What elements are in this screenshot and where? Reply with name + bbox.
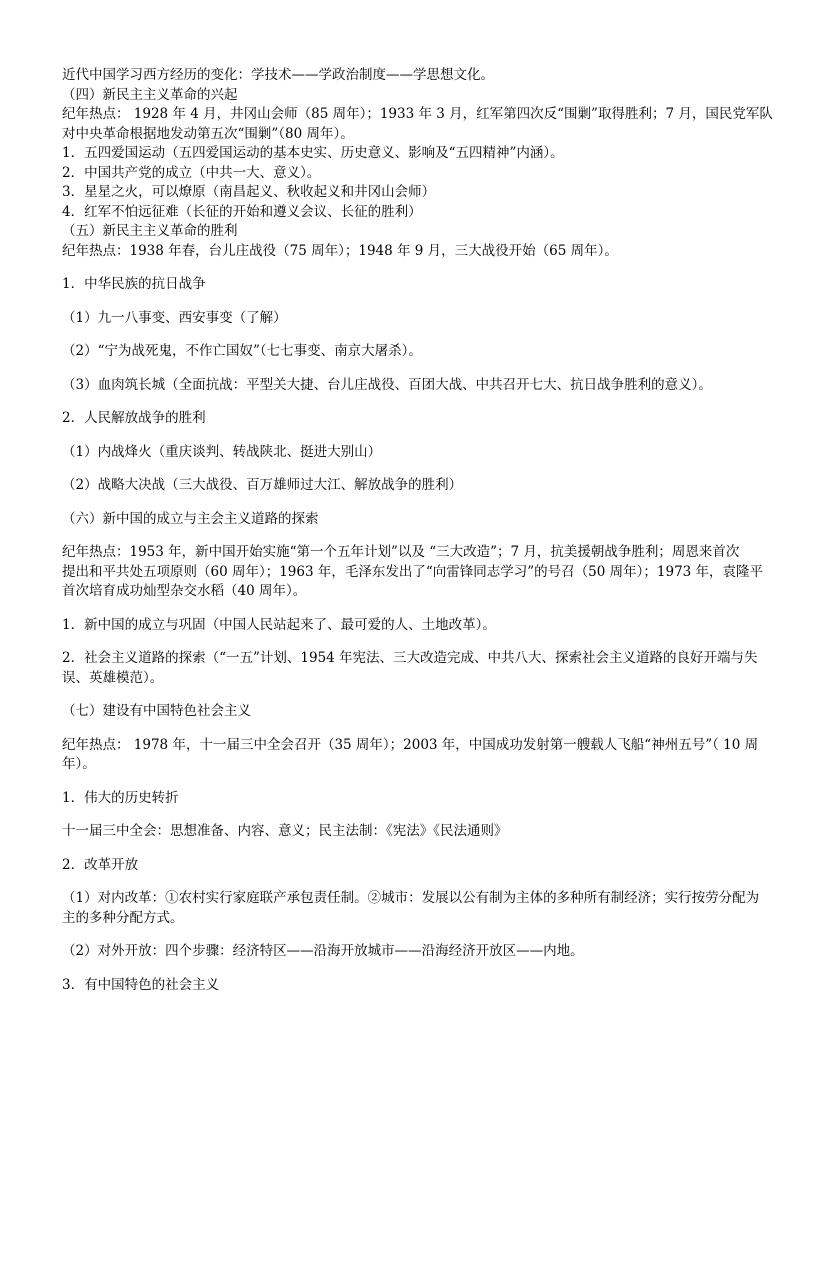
list-item-7-3: 3．有中国特色的社会主义 — [62, 976, 220, 993]
sub-item-5-2-2: （2）战略大决战（三大战役、百万雄师过大江、解放战争的胜利） — [62, 477, 463, 493]
sub-item-7-2-1a: （1）对内改革：①农村实行家庭联产承包责任制。②城市：发展以公有制为主体的多种所有制经济；实行按劳分配为 — [62, 890, 760, 906]
text-line-hotspot-6c: 首次培育成功灿型杂交水稻（40 周年）。 — [62, 583, 307, 599]
text-line-hotspot-7a: 纪年热点： 1978 年，十一届三中全会召开（35 周年）；2003 年，中国成功发射第一艘载人飞船“神州五号”（ 10 周 — [62, 736, 759, 753]
sub-item-5-1-3: （3）血肉筑长城（全面抗战：平型关大捷、台儿庄战役、百团大战、中共召开七大、抗日战争胜利的意义）。 — [62, 376, 712, 393]
list-item-4-1: 1．五四爱国运动（五四爱国运动的基本史实、历史意义、影响及“五四精神”内涵）。 — [62, 145, 564, 161]
section-heading-5: （五）新民主主义革命的胜利 — [62, 223, 238, 239]
list-item-4-2: 2．中国共产党的成立（中共一大、意义）。 — [62, 164, 321, 181]
sub-item-7-2-1b: 主的多种分配方式。 — [62, 909, 184, 926]
section-heading-4: （四）新民主主义革命的兴起 — [62, 86, 238, 103]
list-item-6-1: 1．新中国的成立与巩固（中国人民站起来了、最可爱的人、土地改革）。 — [62, 616, 496, 633]
text-line-hotspot-6a: 纪年热点：1953 年，新中国开始实施“第一个五年计划”以及 “三大改造”；7 月，抗美援朝战争胜利；周恩来首次 — [62, 544, 740, 560]
list-item-4-3: 3．星星之火，可以燎原（南昌起义、秋收起义和井冈山会师） — [62, 184, 436, 200]
text-line-intro: 近代中国学习西方经历的变化：学技术——学政治制度——学思想文化。 — [62, 67, 494, 83]
list-item-7-1: 1．伟大的历史转折 — [62, 789, 179, 806]
list-item-6-2a: 2．社会主义道路的探索（“一五”计划、1954 年宪法、三大改造完成、中共八大、探索社会主义道路的良好开端与失 — [62, 650, 758, 666]
sub-item-5-2-1: （1）内战烽火（重庆谈判、转战陕北、挺进大别山） — [62, 443, 382, 460]
list-item-7-2: 2．改革开放 — [62, 856, 139, 873]
text-line-7-1-detail: 十一届三中全会：思想准备、内容、意义；民主法制：《宪法》《民法通则》 — [62, 823, 508, 839]
text-line-hotspot-4b: 对中央革命根据地发动第五次“围剿”（80 周年）。 — [62, 125, 354, 142]
list-item-4-4: 4．红军不怕远征难（长征的开始和遵义会议、长征的胜利） — [62, 203, 422, 220]
list-item-5-1: 1．中华民族的抗日战争 — [62, 276, 206, 292]
section-heading-7: （七）建设有中国特色社会主义 — [62, 703, 251, 719]
text-line-hotspot-4a: 纪年热点： 1928 年 4 月，井冈山会师（85 周年）；1933 年 3 月，红军第四次反“围剿”取得胜利；7 月，国民党军队 — [62, 106, 773, 122]
text-line-hotspot-7b: 年）。 — [62, 756, 96, 772]
section-heading-6: （六）新中国的成立与主会主义道路的探索 — [62, 510, 319, 527]
sub-item-5-1-2: （2）“宁为战死鬼，不作亡国奴”（七七事变、南京大屠杀）。 — [62, 343, 422, 359]
list-item-6-2b: 误、英雄模范）。 — [62, 669, 164, 686]
sub-item-5-1-1: （1）九一八事变、西安事变（了解） — [62, 309, 287, 326]
text-line-hotspot-6b: 提出和平共处五项原则（60 周年）；1963 年，毛泽东发出了“向雷锋同志学习”的号召（50 周年）；1973 年，袁隆平 — [62, 563, 764, 580]
document-body — [62, 66, 778, 995]
list-item-5-2: 2．人民解放战争的胜利 — [62, 410, 206, 426]
sub-item-7-2-2: （2）对外开放：四个步骤：经济特区——沿海开放城市——沿海经济开放区——内地。 — [62, 943, 584, 959]
text-line-hotspot-5: 纪年热点：1938 年春，台儿庄战役（75 周年）；1948 年 9 月，三大战役开始（65 周年）。 — [62, 242, 618, 259]
